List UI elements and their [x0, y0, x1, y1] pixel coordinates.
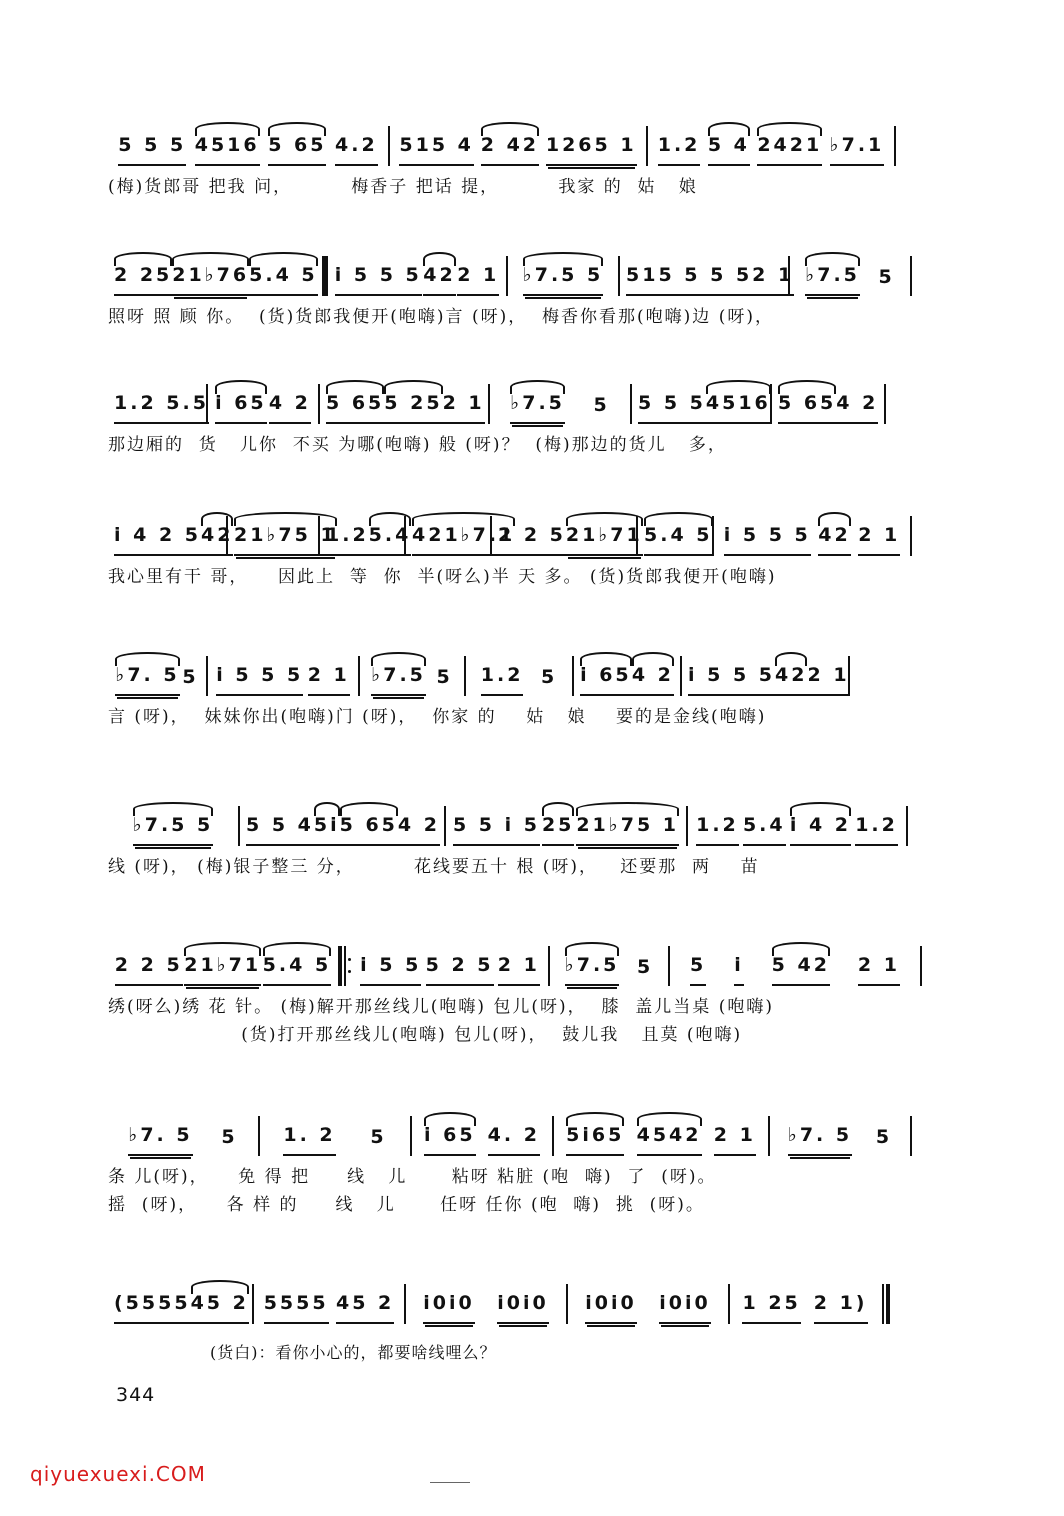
note-group: 2 2 5: [115, 954, 183, 986]
note-group: 4. 2: [488, 1124, 540, 1156]
barline: [884, 384, 886, 424]
note-group: 5 65: [268, 134, 326, 166]
score-system: [108, 120, 938, 230]
note-group: 4 2: [269, 392, 311, 424]
note-group: 2 2 5: [498, 524, 566, 556]
lyric-line: 那边厢的 货 儿你 不买 为哪(咆嗨) 般 (呀)？ (梅)那边的货儿 多，: [108, 435, 727, 455]
note-group: 2 1: [858, 954, 900, 986]
score-system: [108, 1110, 938, 1220]
lyric-line: 绣(呀么)绣 花 针。 (梅)解开那丝线儿(咆嗨) 包儿(呀)， 膝 盖儿当桌 (咆嗨): [108, 997, 774, 1017]
note-group: 2 1: [714, 1124, 756, 1156]
note-group: 2 1: [752, 264, 794, 296]
note-group: i 5 5 5: [724, 524, 811, 556]
score-system: [108, 800, 938, 910]
note-group: ♭7. 5: [128, 1124, 192, 1156]
note-group: 2 25: [114, 264, 172, 296]
note-group: ♭7.5 5: [523, 264, 603, 296]
notation-line: [108, 120, 938, 166]
notation-line: [108, 800, 938, 846]
note-group: 5.4: [743, 814, 786, 846]
footer-rule: [430, 1482, 470, 1483]
note-group: i 4 2 5: [114, 524, 201, 556]
note-group: i0i0: [497, 1292, 548, 1324]
note-group: 5: [182, 666, 199, 688]
note-group: 42: [775, 664, 807, 696]
notation-line: [108, 250, 938, 296]
note-group: 5: [878, 266, 895, 288]
lyric-line: 言 (呀)， 妹妹你出(咆嗨)门 (呀)， 你家 的 姑 娘 要的是金线(咆嗨): [108, 707, 767, 727]
note-group: i 5 5 5: [335, 264, 422, 296]
note-group: 5: [370, 1126, 387, 1148]
note-group: 5 65: [778, 392, 836, 424]
barline: [910, 516, 912, 556]
note-group: ♭7.5: [565, 954, 620, 986]
note-group: 5 2 5: [426, 954, 494, 986]
note-group: i 65: [215, 392, 267, 424]
note-group: 5 5 4: [246, 814, 314, 846]
note-group: 1. 2: [283, 1124, 335, 1156]
note-group: (5555: [114, 1292, 191, 1324]
note-group: 4516: [195, 134, 260, 166]
note-group: 21♭75 1: [576, 814, 679, 846]
note-group: 21♭71: [184, 954, 261, 986]
note-group: 5: [593, 394, 610, 416]
final-barline: [880, 1284, 890, 1324]
barline: [906, 806, 908, 846]
note-group: 4 2: [632, 664, 674, 696]
score-system: [108, 250, 938, 360]
barline: [920, 946, 922, 986]
score-system: [108, 650, 938, 760]
spoken-line: (货白)：看你小心的，都要啥线哩么？: [210, 1343, 497, 1362]
note-group: 515 5 5 5: [626, 264, 752, 296]
notation-line: [108, 650, 938, 696]
note-group: i0i0: [585, 1292, 636, 1324]
note-group: ♭7.5: [371, 664, 426, 696]
note-group: 5.4 5: [644, 524, 713, 556]
note-group: 5 5 i 5: [453, 814, 540, 846]
lyric-line: (梅)货郎哥 把我 问， 梅香子 把话 提， 我家 的 姑 娘: [108, 177, 698, 197]
note-group: 2421: [757, 134, 822, 166]
note-group: i 4 2: [790, 814, 851, 846]
note-group: 1.2: [658, 134, 701, 166]
note-group: 42: [818, 524, 850, 556]
lyric-line: 我心里有干 哥， 因此上 等 你 半(呀么)半 天 多。 (货)货郎我便开(咆嗨): [108, 567, 777, 587]
score-system: [108, 378, 938, 488]
note-group: 5: [540, 666, 558, 688]
note-group: 25: [542, 814, 574, 846]
note-group: i 5 5: [360, 954, 421, 986]
score-system: [108, 940, 938, 1050]
note-group: 5555: [264, 1292, 329, 1324]
note-group: 4516: [706, 392, 771, 424]
note-group: i: [734, 954, 744, 986]
note-group: 5 65: [340, 814, 398, 846]
note-group: 2 42: [481, 134, 539, 166]
barline: [894, 126, 896, 166]
score-system: [108, 510, 938, 620]
note-group: 2 1: [807, 664, 849, 696]
notation-line: [108, 940, 938, 986]
lyric-line: 摇 (呀)， 各 样 的 线 儿 任呀 任你 (咆 嗨) 挑 (呀)。: [108, 1195, 705, 1215]
note-group: 4542: [637, 1124, 702, 1156]
note-group: 5 65: [326, 392, 384, 424]
note-group: 4.2: [335, 134, 378, 166]
note-group: 5: [636, 956, 654, 978]
note-group: 1.2: [855, 814, 898, 846]
note-group: 2 1: [858, 524, 900, 556]
note-group: i0i0: [659, 1292, 710, 1324]
lyric-line: 照呀 照 顾 你。 (货)货郎我便开(咆嗨)言 (呀)， 梅香你看那(咆嗨)边 (呀)，: [108, 307, 774, 327]
note-group: 45 2: [336, 1292, 394, 1324]
note-group: 2 1): [814, 1292, 868, 1324]
score-system: [108, 1278, 938, 1388]
note-group: i 65: [580, 664, 632, 696]
note-group: 5 25: [384, 392, 442, 424]
lyric-line: (货)打开那丝线儿(咆嗨) 包儿(呀)， 鼓儿我 且莫 (咆嗨): [108, 1025, 743, 1045]
lyric-line: 线 (呀)， (梅)银子整三 分， 花线要五十 根 (呀)， 还要那 两 苗: [108, 857, 760, 877]
note-group: 5 5 5: [118, 134, 186, 166]
note-group: 5: [221, 1126, 238, 1148]
note-group: ♭7.5: [510, 392, 565, 424]
note-group: 21♭71: [566, 524, 643, 556]
barline: [910, 1116, 912, 1156]
note-group: 42: [201, 524, 233, 556]
note-group: 5 4: [708, 134, 750, 166]
note-group: 42: [423, 264, 455, 296]
notation-line: [108, 378, 938, 424]
note-group: 421♭7.1: [412, 524, 515, 556]
note-group: i 65: [424, 1124, 476, 1156]
note-group: 5i65: [566, 1124, 624, 1156]
repeat-start-barline: [338, 946, 352, 986]
note-group: 5.4 5: [263, 954, 332, 986]
note-group: 1 25: [742, 1292, 800, 1324]
barline: [910, 256, 912, 296]
notation-line: [108, 510, 938, 556]
note-group: i0i0: [423, 1292, 474, 1324]
notation-line: [108, 1278, 938, 1324]
note-group: 5.4 5: [249, 264, 318, 296]
lyric-line: 条 儿(呀)， 免 得 把 线 儿 粘呀 粘脏 (咆 嗨) 了 (呀)。: [108, 1167, 717, 1187]
note-group: 2 1: [457, 264, 499, 296]
note-group: 1265 1: [546, 134, 637, 166]
note-group: i 5 5 5: [216, 664, 303, 696]
note-group: 5 42: [772, 954, 830, 986]
note-group: 1.2: [481, 664, 524, 696]
note-group: i 5 5 5: [688, 664, 775, 696]
note-group: 5: [690, 954, 706, 986]
watermark: qiyuexuexi.COM: [30, 1462, 206, 1486]
note-group: 21♭76: [172, 264, 249, 296]
note-group: 5.4: [369, 524, 412, 556]
note-group: 515 4: [399, 134, 474, 166]
note-group: ♭7.5: [805, 264, 860, 296]
note-group: 2 1: [308, 664, 350, 696]
note-group: 5i: [314, 814, 340, 846]
note-group: 45 2: [191, 1292, 249, 1324]
note-group: ♭7.5 5: [133, 814, 213, 846]
note-group: 4 2: [836, 392, 878, 424]
note-group: ♭7. 5: [788, 1124, 852, 1156]
note-group: 1.2 5.5: [114, 392, 209, 424]
note-group: 2 1: [443, 392, 485, 424]
page-number: 344: [116, 1384, 156, 1406]
note-group: 1.2: [326, 524, 369, 556]
notation-line: [108, 1110, 938, 1156]
note-group: 1.2: [696, 814, 739, 846]
note-group: ♭7. 5: [115, 664, 179, 696]
note-group: 5: [875, 1126, 893, 1148]
note-group: 5 5 5: [638, 392, 706, 424]
note-group: 21♭75 1: [234, 524, 337, 556]
note-group: ♭7.1: [830, 134, 885, 166]
note-group: 2 1: [498, 954, 540, 986]
note-group: 4 2: [398, 814, 440, 846]
note-group: 5: [436, 666, 453, 688]
